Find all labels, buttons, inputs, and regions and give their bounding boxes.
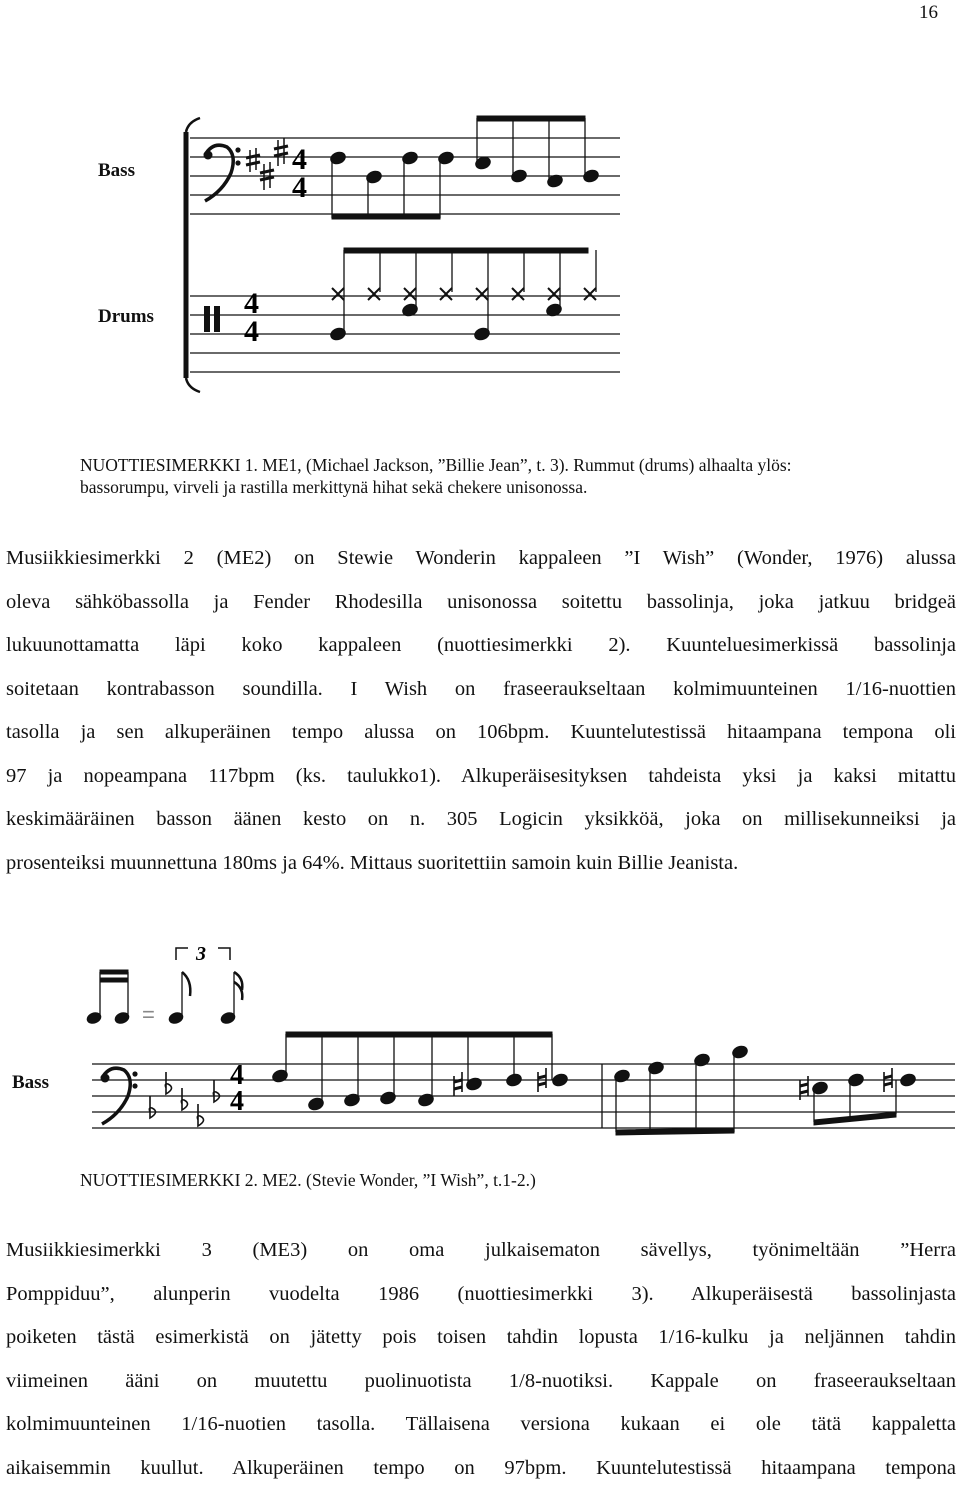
paragraph-line: 97 ja nopeampana 117bpm (ks. taulukko1). Alkuperäisesityksen tahdeista yksi ja kaksi mitattu: [6, 755, 956, 799]
paragraph-line: keskimääräinen basson äänen kesto on n. 305 Logicin yksikköä, joka on millisekunneiksi ja: [6, 798, 956, 842]
percussion-clef-icon: [204, 306, 220, 332]
time-sig-bass-bottom: 4: [292, 171, 307, 204]
score-example-1: [0, 0, 960, 400]
paragraph-line: Musiikkiesimerkki 2 (ME2) on Stewie Wonderin kappaleen ”I Wish” (Wonder, 1976) alussa: [6, 537, 956, 581]
swing-legend: [86, 948, 243, 1025]
paragraph-2: [6, 1229, 956, 1490]
paragraph-line: tasolla ja sen alkuperäinen tempo alussa on 106bpm. Kuuntelutestissä hitaampana tempona oli: [6, 711, 956, 755]
page-number: 16: [919, 2, 938, 24]
triplet-number: 3: [195, 943, 206, 965]
paragraph-line: Pomppiduu”, alunperin vuodelta 1986 (nuottiesimerkki 3). Alkuperäisestä bassolinjasta: [6, 1273, 956, 1317]
paragraph-line: aikaisemmin kuullut. Alkuperäinen tempo on 97bpm. Kuuntelutestissä hitaampana tempona: [6, 1447, 956, 1490]
bass-notes: [329, 116, 600, 219]
bass-clef-icon: [204, 145, 241, 201]
time-sig-top-2: 4: [230, 1060, 244, 1091]
caption-line: NUOTTIESIMERKKI 1. ME1, (Michael Jackson, ”Billie Jean”, t. 3). Rummut (drums) alhaalta ylös:: [80, 454, 792, 476]
time-sig-bottom-2: 4: [230, 1086, 244, 1117]
paragraph-line: Musiikkiesimerkki 3 (ME3) on oma julkaisematon sävellys, työnimeltään ”Herra: [6, 1229, 956, 1273]
paragraph-1: [6, 537, 956, 885]
staff-label-bass: Bass: [98, 160, 135, 181]
paragraph-line: lukuunottamatta läpi koko kappaleen (nuottiesimerkki 2). Kuunteluesimerkissä bassolinja: [6, 624, 956, 668]
equals-sign: =: [142, 1002, 155, 1027]
caption-example-2: NUOTTIESIMERKKI 2. ME2. (Stevie Wonder, ”I Wish”, t.1-2.): [80, 1169, 536, 1191]
drum-notes: [329, 248, 596, 342]
caption-example-1: [80, 454, 792, 498]
staff-label-bass-2: Bass: [12, 1072, 49, 1093]
time-sig-drums-top: 4: [244, 287, 259, 320]
staff-label-drums: Drums: [98, 306, 154, 327]
paragraph-line: soitetaan kontrabasson soundilla. I Wish on fraseeraukseltaan kolmimuunteinen 1/16-nuottien: [6, 668, 956, 712]
paragraph-line: viimeinen ääni on muutettu puolinuotista 1/8-nuotiksi. Kappale on fraseeraukseltaan: [6, 1360, 956, 1404]
key-signature-sharps-icon: [246, 138, 288, 190]
bass-notes-2: [271, 1032, 917, 1135]
time-sig-drums-bottom: 4: [244, 315, 259, 348]
paragraph-line: kolmimuunteinen 1/16-nuotien tasolla. Tällaisena versiona kukaan ei ole tätä kappaletta: [6, 1403, 956, 1447]
caption-line: bassorumpu, virveli ja rastilla merkittynä hihat sekä chekere unisonossa.: [80, 476, 792, 498]
paragraph-line: oleva sähköbassolla ja Fender Rhodesilla unisonossa soitettu bassolinja, joka jatkuu bridgeä: [6, 581, 956, 625]
time-sig-bass-top: 4: [292, 143, 307, 176]
score-example-2: [0, 930, 960, 1170]
paragraph-line: poiketen tästä esimerkistä on jätetty pois toisen tahdin lopusta 1/16-kulku ja neljännen tahdin: [6, 1316, 956, 1360]
paragraph-line: prosenteiksi muunnettuna 180ms ja 64%. Mittaus suoritettiin samoin kuin Billie Jeanista.: [6, 842, 956, 886]
